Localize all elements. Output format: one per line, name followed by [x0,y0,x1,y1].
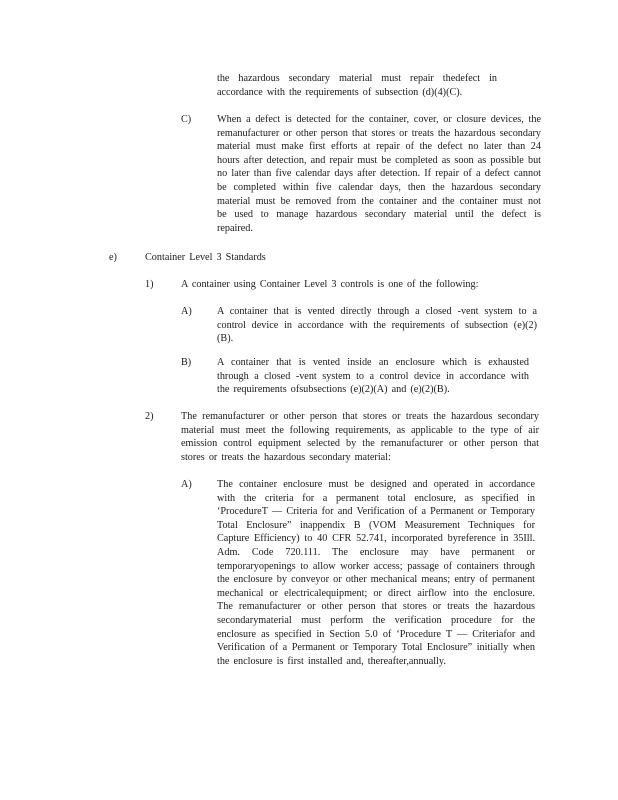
paragraph-requirements: The remanufacturer or other person that stores or treats the hazardous secondary material must meet the following requirements, as applicable to the type of air emission control equipment selected by the remanufacturer or other person that stores or treats the hazardous secondary material: [181,411,539,463]
item-label-2: 2) [145,411,154,422]
paragraph-vented-enclosure: A container that is vented inside an enclosure which is exhausted through a closed -vent system to a control device in accordance with the requirements ofsubsections (e)(2)(A) and (e)(2)(B). [217,357,529,396]
item-label-1: 1) [145,279,154,290]
paragraph-enclosure-design: The container enclosure must be designed and operated in accordance with the criteria for a permanent total enclosure, as specified in ‘ProcedureT — Criteria for and Verification of a Permanent or Temporary Total Enclosure” inappendix B (VOM Measurement Techniques for Capture Efficiency) to 40 CFR 52.741, incorporated byreference in 35Ill. Adm. Code 720.111. The enclosure may have permanent or temporaryopenings to allow worker access; passage of containers through the enclosure by conveyor or other mechanical means; entry of permanent mechanical or electricalequipment; or direct airflow into the enclosure. The remanufacturer or other person that stores or treats the hazardous secondarymaterial must perform the verification procedure for the enclosure as specified in Section 5.0 of ‘Procedure T — Criteriafor and Verification of a Permanent or Temporary Total Enclosure” initially when the enclosure is first installed and, thereafter,annually. [217,479,535,667]
item-label-a: A) [181,306,192,317]
paragraph-level-3-definition: A container using Container Level 3 controls is one of the following: [181,279,479,290]
item-label-a-enclosure: A) [181,479,192,490]
section-label-e: e) [109,252,117,263]
paragraph-continued-repair: the hazardous secondary material must repair thedefect in accordance with the requirements of subsection (d)(4)(C). [217,73,497,98]
item-label-b: B) [181,357,192,368]
paragraph-defect-repair: When a defect is detected for the container, cover, or closure devices, the remanufacturer or other person that stores or treats the hazardous secondary material must make first efforts at repair of the defect no later than 24 hours after detection, and repair must be completed as soon as possible but no later than five calendar days after detection. If repair of a defect cannot be completed within five calendar days, then the hazardous secondary material must be removed from the container and the container must not be used to manage hazardous secondary material until the defect is repaired. [217,114,541,234]
section-heading-container-level-3: Container Level 3 Standards [145,252,266,263]
item-label-c: C) [181,114,192,125]
paragraph-vented-directly: A container that is vented directly through a closed -vent system to a control device in accordance with the requirements of subsection (e)(2)(B). [217,306,537,345]
